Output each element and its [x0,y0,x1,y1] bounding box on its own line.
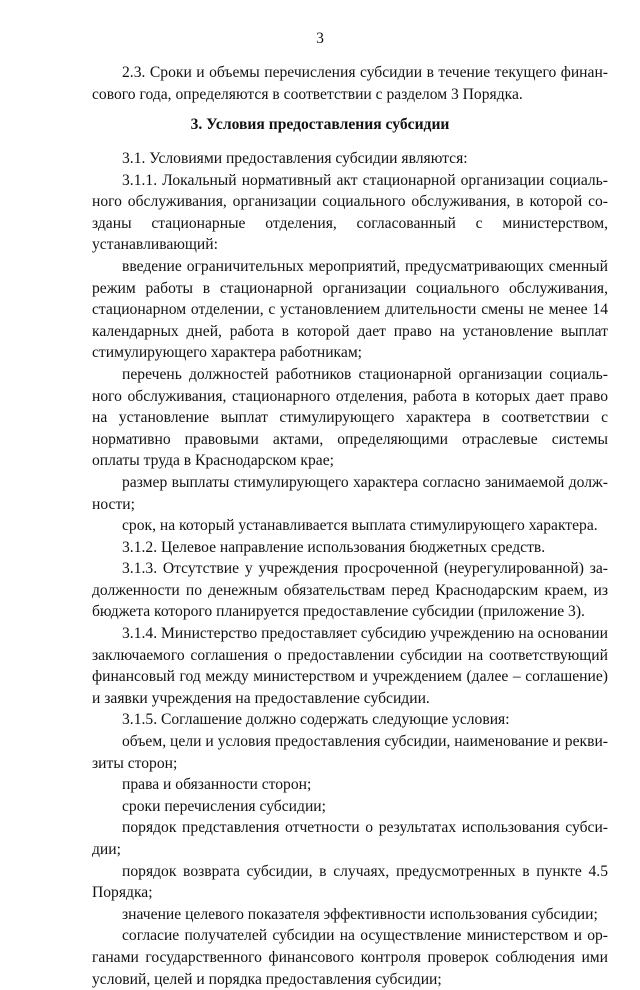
intro-paragraph: 2.3. Сроки и объемы перечисления субсидии в течение текущего финансового года, определяются в соответствии с разделом 3 Порядка. [92,64,608,103]
intro-paragraph-block [92,62,608,105]
paragraph: согласие получателей субсидии на осуществление министерством и органами государственного финансового контроля проверок соблюдения ими условий, целей и порядка предоставления субсидии; [92,927,608,988]
paragraph: введение ограничительных мероприятий, предусматривающих сменный режим работы в стационарной организации социального обслуживания, стационарном отделении, с установлением длительности смены не менее 14 календарных дней, работа в которой дает право на установление выплат стимулирующего характера работникам; [92,257,608,362]
paragraph: перечень должностей работников стационарной организации социального обслуживания, стационарного отделения, работа в которых дает право на установление выплат стимулирующего характера в соответствии с нормативно правовыми актами, определяющими отраслевые системы оплаты труда в Краснодарском крае; [92,365,608,470]
paragraph: значение целевого показателя эффективности использования субсидии; [122,905,598,923]
paragraph: объем, цели и условия предоставления субсидии, наименование и реквизиты сторон; [92,733,608,772]
paragraph: 3.1.5. Соглашение должно содержать следующие условия: [122,711,510,729]
paragraph: 3.1.3. Отсутствие у учреждения просроченной (неурегулированной) задолженности по денежным обязательствам перед Краснодарским краем, из бюджета которого планируется предоставление субсидии (приложение 3). [92,560,608,621]
paragraph: срок, на который устанавливается выплата стимулирующего характера. [122,517,598,535]
page-number: 3 [316,30,324,47]
paragraph: 3.1.4. Министерство предоставляет субсидию учреждению на основании заключаемого соглашения о предоставлении субсидии на соответствующий финансовый год между министерством и учреждением (далее – соглашение) и заявки учреждения на предоставление субсидии. [92,625,608,707]
paragraph: порядок возврата субсидии, в случаях, предусмотренных в пункте 4.5 Порядка; [92,862,608,902]
paragraph: 3.1. Условиями предоставления субсидии являются: [122,150,468,167]
paragraph: размер выплаты стимулирующего характера согласно занимаемой должности; [92,473,608,513]
paragraph: сроки перечисления субсидии; [122,797,326,815]
paragraph: права и обязанности сторон; [122,776,312,794]
paragraph: 3.1.2. Целевое направление использования бюджетных средств. [122,538,546,556]
section-title: 3. Условия предоставления субсидии [190,116,450,133]
body-text [92,148,608,990]
paragraph: порядок представления отчетности о результатах использования субсидии; [92,819,608,858]
paragraph: 3.1.1. Локальный нормативный акт стационарной организации социального обслуживания, организации социального обслуживания, в которой созданы стационарные отделения, согласованный с министерством, устанавливающий: [92,171,608,254]
